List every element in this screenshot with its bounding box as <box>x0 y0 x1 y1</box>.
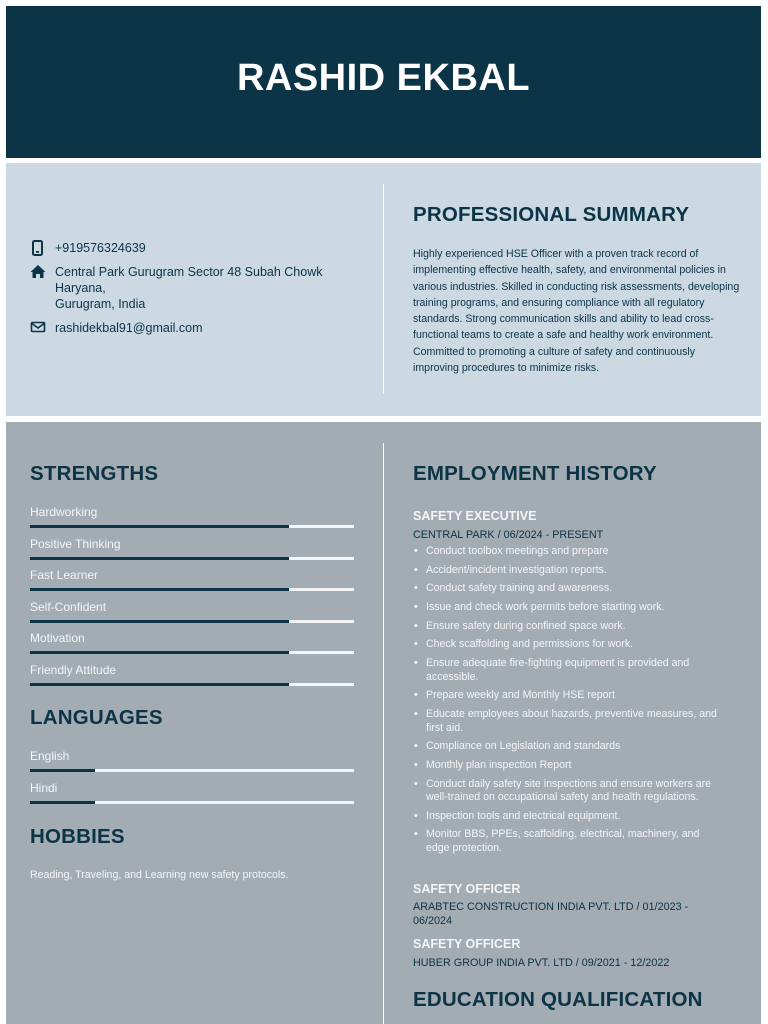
home-icon <box>30 264 48 280</box>
language-bar <box>30 801 354 804</box>
phone-icon <box>30 240 48 256</box>
strength-label: Hardworking <box>30 505 98 519</box>
phone-number[interactable]: +919576324639 <box>55 241 146 255</box>
summary-text: Highly experienced HSE Officer with a proven track record of implementing effective health, safety, and environmental policies in various industries. Skilled in conducting risk assessments, developing training programs, and ensuring compliance with all regulatory standards. Strong communication skills and ability to lead cross-functional teams to create a safe and healthy work environment. Committed to promoting a culture of safety and continuously improving procedures to minimize risks. <box>413 248 740 375</box>
education-heading: EDUCATION QUALIFICATION <box>413 988 703 1011</box>
address-line-3: Gurugram, India <box>55 297 146 311</box>
language-item <box>30 781 354 813</box>
duty-item: • Accident/incident investigation reports. <box>413 564 723 578</box>
job-title: SAFETY OFFICER <box>413 937 521 951</box>
duty-item: • Monitor BBS, PPEs, scaffolding, electrical, machinery, and edge protection. <box>413 828 723 855</box>
strength-bar <box>30 651 354 654</box>
strength-bar-fill <box>30 651 289 654</box>
duty-item: • Educate employees about hazards, preventive measures, and first aid. <box>413 708 723 735</box>
strength-bar <box>30 557 354 560</box>
hobbies-heading: HOBBIES <box>30 825 125 848</box>
strength-bar <box>30 525 354 528</box>
strength-item <box>30 631 354 663</box>
duty-item: • Ensure adequate fire-fighting equipment is provided and accessible. <box>413 657 723 684</box>
strength-bar <box>30 620 354 623</box>
candidate-name: RASHID EKBAL <box>236 56 531 99</box>
strength-bar-fill <box>30 588 289 591</box>
contact-phone <box>30 240 370 256</box>
strength-bar-fill <box>30 683 289 686</box>
language-bar-fill <box>30 769 95 772</box>
languages-list <box>30 749 354 812</box>
duty-item: • Inspection tools and electrical equipment. <box>413 810 723 824</box>
strength-label: Self-Confident <box>30 599 107 614</box>
address-line-1: Central Park Gurugram Sector 48 Subah Chowk <box>55 265 323 279</box>
duty-item: • Conduct toolbox meetings and prepare <box>413 545 723 559</box>
strength-bar-fill <box>30 620 289 623</box>
job-duties-list <box>413 545 723 861</box>
strengths-heading: STRENGTHS <box>30 462 159 485</box>
envelope-icon <box>30 320 48 336</box>
strength-bar-fill <box>30 557 289 560</box>
address-line-2: Haryana, <box>55 281 106 295</box>
resume-header <box>6 6 761 158</box>
duty-item: • Conduct safety training and awareness. <box>413 582 723 596</box>
contact-address <box>30 264 370 312</box>
hobbies-text: Reading, Traveling, and Learning new safety protocols. <box>30 869 289 881</box>
strength-item <box>30 505 354 537</box>
job-meta: CENTRAL PARK / 06/2024 - PRESENT <box>413 529 604 541</box>
language-label: Hindi <box>30 780 58 795</box>
duty-item: • Conduct daily safety site inspections and ensure workers are well-trained on occupational safety and health regulations. <box>413 778 723 805</box>
duty-item: • Monthly plan inspection Report <box>413 759 723 773</box>
employment-heading: EMPLOYMENT HISTORY <box>413 462 657 485</box>
strength-label: Motivation <box>30 631 85 645</box>
strength-item <box>30 568 354 600</box>
job-meta: HUBER GROUP INDIA PVT. LTD / 09/2021 - 12/2022 <box>413 957 670 969</box>
languages-heading: LANGUAGES <box>30 706 163 729</box>
strength-item <box>30 600 354 632</box>
strength-item <box>30 663 354 695</box>
duty-item: • Issue and check work permits before starting work. <box>413 601 723 615</box>
strength-item <box>30 537 354 569</box>
language-bar <box>30 769 354 772</box>
summary-heading: PROFESSIONAL SUMMARY <box>413 203 690 226</box>
contact-email <box>30 320 370 336</box>
duty-item: • Compliance on Legislation and standards <box>413 740 723 754</box>
strength-bar <box>30 588 354 591</box>
main-divider <box>383 443 384 1024</box>
language-label: English <box>30 749 70 763</box>
job-title: SAFETY OFFICER <box>413 882 521 896</box>
language-bar-fill <box>30 801 95 804</box>
strength-label: Fast Learner <box>30 568 99 582</box>
strength-label: Friendly Attitude <box>30 662 117 677</box>
contact-details <box>30 240 370 344</box>
job-title: SAFETY EXECUTIVE <box>413 509 537 523</box>
strength-label: Positive Thinking <box>30 536 121 551</box>
language-item <box>30 749 354 781</box>
email-address[interactable]: rashidekbal91@gmail.com <box>55 321 203 335</box>
strength-bar <box>30 683 354 686</box>
duty-item: • Check scaffolding and permissions for work. <box>413 638 723 652</box>
duty-item: • Prepare weekly and Monthly HSE report <box>413 689 723 703</box>
duty-item: • Ensure safety during confined space work. <box>413 620 723 634</box>
job-meta: ARABTEC CONSTRUCTION INDIA PVT. LTD / 01/2023 - 06/2024 <box>413 901 689 927</box>
strengths-list <box>30 505 354 694</box>
top-divider <box>383 184 384 394</box>
strength-bar-fill <box>30 525 289 528</box>
